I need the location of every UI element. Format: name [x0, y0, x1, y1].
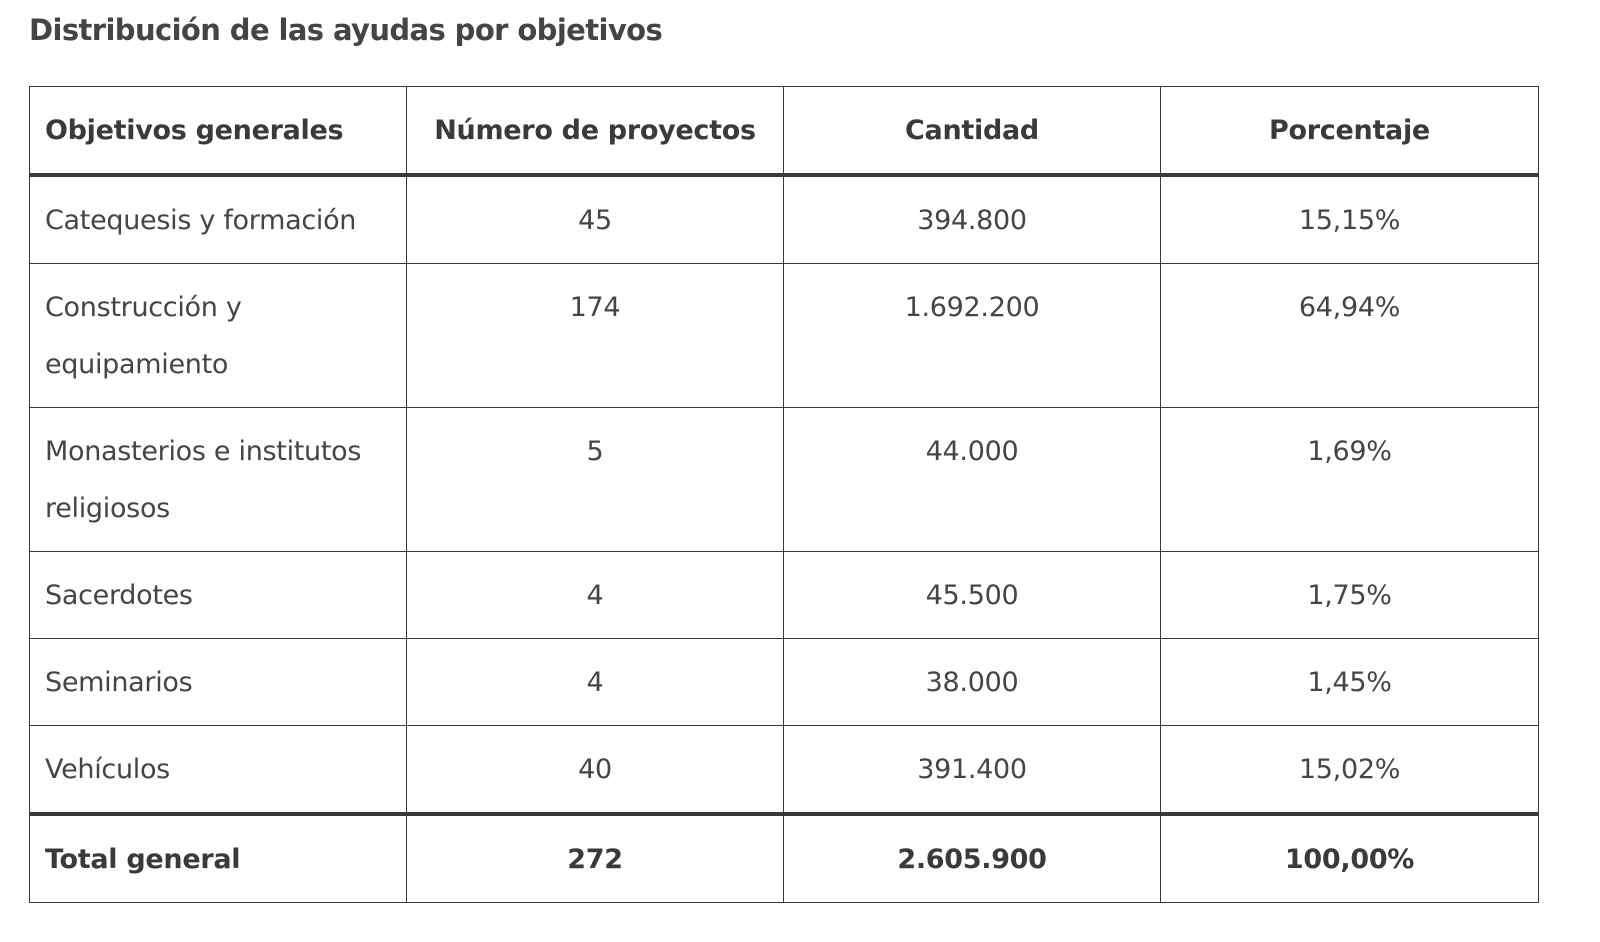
- table-row: [30, 408, 1539, 552]
- total-percent: 100,00%: [1161, 814, 1539, 903]
- cell-objective: Vehículos: [30, 726, 407, 815]
- table-footer: [30, 814, 1539, 903]
- header-row: [30, 87, 1539, 176]
- cell-amount: 391.400: [784, 726, 1161, 815]
- cell-amount: 1.692.200: [784, 264, 1161, 408]
- cell-amount: 45.500: [784, 552, 1161, 639]
- header-objectives: Objetivos generales: [30, 87, 407, 176]
- cell-amount: 38.000: [784, 639, 1161, 726]
- cell-percent: 1,45%: [1161, 639, 1539, 726]
- total-row: [30, 814, 1539, 903]
- cell-amount: 44.000: [784, 408, 1161, 552]
- table-row: [30, 639, 1539, 726]
- total-label: Total general: [30, 814, 407, 903]
- cell-percent: 64,94%: [1161, 264, 1539, 408]
- cell-objective: Catequesis y formación: [30, 175, 407, 264]
- table-row: [30, 552, 1539, 639]
- total-projects: 272: [407, 814, 784, 903]
- table-header: [30, 87, 1539, 176]
- objectives-table: [29, 86, 1539, 903]
- header-projects: Número de proyectos: [407, 87, 784, 176]
- cell-objective: Seminarios: [30, 639, 407, 726]
- cell-objective: Monasterios e institutos religiosos: [30, 408, 407, 552]
- cell-projects: 4: [407, 639, 784, 726]
- cell-projects: 40: [407, 726, 784, 815]
- cell-percent: 15,02%: [1161, 726, 1539, 815]
- total-amount: 2.605.900: [784, 814, 1161, 903]
- header-amount: Cantidad: [784, 87, 1161, 176]
- cell-amount: 394.800: [784, 175, 1161, 264]
- table-row: [30, 264, 1539, 408]
- page-title: Distribución de las ayudas por objetivos: [29, 13, 663, 47]
- cell-projects: 5: [407, 408, 784, 552]
- header-percent: Porcentaje: [1161, 87, 1539, 176]
- table-row: [30, 726, 1539, 815]
- cell-projects: 4: [407, 552, 784, 639]
- cell-percent: 15,15%: [1161, 175, 1539, 264]
- cell-projects: 45: [407, 175, 784, 264]
- cell-projects: 174: [407, 264, 784, 408]
- cell-percent: 1,69%: [1161, 408, 1539, 552]
- cell-objective: Sacerdotes: [30, 552, 407, 639]
- cell-objective: Construcción y equipamiento: [30, 264, 407, 408]
- table-body: [30, 175, 1539, 814]
- cell-percent: 1,75%: [1161, 552, 1539, 639]
- table-row: [30, 175, 1539, 264]
